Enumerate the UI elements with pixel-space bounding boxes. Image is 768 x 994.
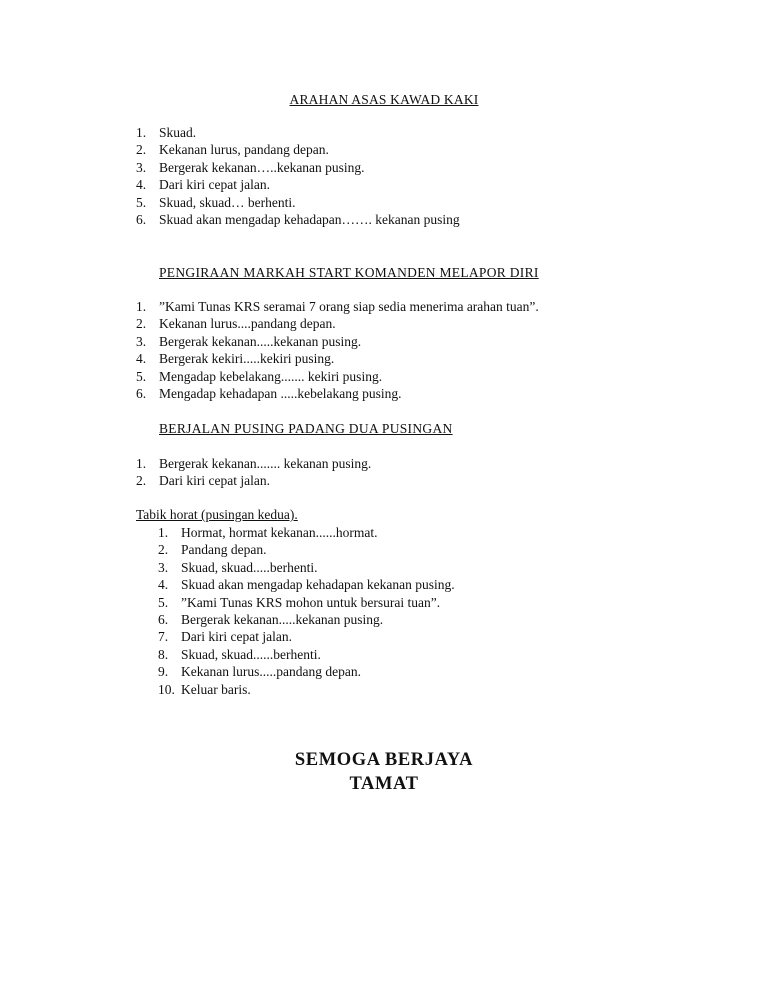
list-item-text: Kekanan lurus....pandang depan. — [159, 316, 336, 332]
list-item — [136, 455, 371, 472]
list-item — [158, 663, 455, 680]
list-item-number: 1. — [158, 525, 169, 540]
list-item — [136, 472, 371, 489]
section2-list — [136, 298, 539, 402]
section2-heading: PENGIRAAN MARKAH START KOMANDEN MELAPOR DIRI — [159, 265, 539, 280]
list-item-number: 8. — [158, 646, 169, 662]
list-item-number: 3. — [158, 559, 169, 575]
list-item-number: 1. — [136, 125, 147, 140]
list-item — [136, 298, 539, 315]
list-item-number: 6. — [136, 385, 147, 401]
list-item-text: Keluar baris. — [181, 681, 251, 697]
list-item-text: Skuad, skuad......berhenti. — [181, 646, 321, 662]
list-item-number: 2. — [136, 473, 147, 489]
list-item-text: Bergerak kekanan…..kekanan pusing. — [159, 159, 365, 175]
list-item — [136, 124, 460, 141]
list-item-number: 3. — [136, 159, 147, 175]
list-item-text: Hormat, hormat kekanan......hormat. — [181, 525, 378, 540]
list-item-number: 6. — [158, 611, 169, 627]
list-item — [136, 141, 460, 158]
list-item-number: 4. — [136, 351, 147, 367]
list-item-number: 2. — [136, 316, 147, 332]
list-item-text: ”Kami Tunas KRS mohon untuk bersurai tuan”. — [181, 594, 441, 610]
list-item — [158, 559, 455, 576]
list-item — [136, 211, 460, 228]
list-item-number: 3. — [136, 333, 147, 349]
list-item-number: 2. — [158, 542, 169, 558]
list-item-number: 4. — [136, 177, 147, 193]
list-item — [158, 524, 455, 541]
document-title: ARAHAN ASAS KAWAD KAKI — [289, 92, 479, 107]
closing-line-2: TAMAT — [349, 774, 419, 794]
list-item — [136, 315, 539, 332]
list-item-number: 1. — [136, 456, 147, 471]
list-item-text: Bergerak kekiri.....kekiri pusing. — [159, 351, 335, 367]
list-item — [136, 176, 460, 193]
list-item-number: 5. — [136, 194, 147, 210]
list-item — [136, 333, 539, 350]
list-item — [136, 368, 539, 385]
list-item-text: Skuad, skuad.....berhenti. — [181, 559, 318, 575]
section3-heading: BERJALAN PUSING PADANG DUA PUSINGAN — [159, 421, 453, 436]
list-item-number: 5. — [158, 594, 169, 610]
list-item-text: Kekanan lurus.....pandang depan. — [181, 664, 361, 680]
list-item-text: Bergerak kekanan.....kekanan pusing. — [159, 333, 362, 349]
list-item-text: Dari kiri cepat jalan. — [159, 177, 270, 193]
list-item-text: Dari kiri cepat jalan. — [181, 629, 292, 645]
list-item-text: Skuad. — [159, 125, 197, 140]
list-item-text: Mengadap kehadapan .....kebelakang pusing. — [159, 385, 402, 401]
list-item — [136, 159, 460, 176]
list-item-text: Mengadap kebelakang....... kekiri pusing. — [159, 368, 383, 384]
list-item-number: 7. — [158, 629, 169, 645]
list-item — [158, 646, 455, 663]
section1-list — [136, 124, 460, 228]
list-item — [158, 611, 455, 628]
section4-label: Tabik horat (pusingan kedua). — [136, 507, 298, 522]
list-item-number: 9. — [158, 664, 169, 680]
list-item — [158, 576, 455, 593]
list-item-number: 6. — [136, 211, 147, 227]
list-item-text: Pandang depan. — [181, 542, 267, 558]
closing-line-1: SEMOGA BERJAYA — [294, 750, 474, 770]
list-item — [136, 194, 460, 211]
list-item-number: 1. — [136, 299, 147, 314]
list-item-text: Bergerak kekanan....... kekanan pusing. — [159, 456, 372, 471]
list-item-text: Skuad, skuad… berhenti. — [159, 194, 296, 210]
list-item-text: Kekanan lurus, pandang depan. — [159, 142, 329, 158]
list-item — [136, 385, 539, 402]
list-item-text: Skuad akan mengadap kehadapan……. kekanan pusing — [159, 211, 460, 227]
list-item — [158, 541, 455, 558]
list-item — [158, 681, 455, 698]
list-item-number: 4. — [158, 577, 169, 593]
list-item-text: Dari kiri cepat jalan. — [159, 473, 270, 489]
list-item — [158, 594, 455, 611]
list-item — [158, 628, 455, 645]
list-item-number: 2. — [136, 142, 147, 158]
list-item-text: Skuad akan mengadap kehadapan kekanan pusing. — [181, 577, 455, 593]
list-item-number: 10. — [158, 681, 175, 697]
list-item-text: Bergerak kekanan.....kekanan pusing. — [181, 611, 384, 627]
list-item-number: 5. — [136, 368, 147, 384]
section4-list — [158, 524, 455, 698]
list-item-text: ”Kami Tunas KRS seramai 7 orang siap sedia menerima arahan tuan”. — [159, 299, 539, 314]
section3-list — [136, 455, 371, 490]
list-item — [136, 350, 539, 367]
